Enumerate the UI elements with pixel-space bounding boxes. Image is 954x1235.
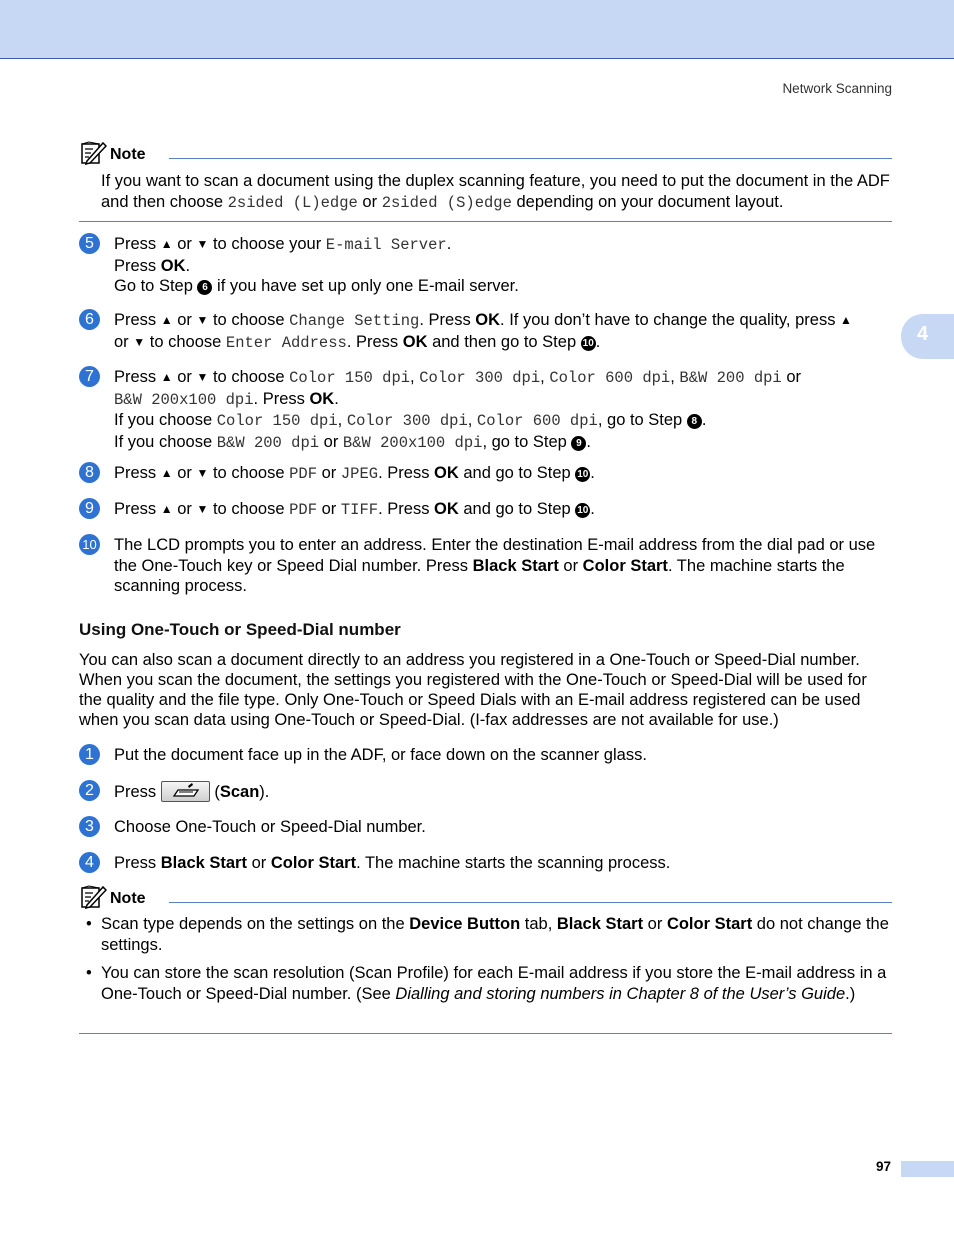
note-bottom-rule [79, 221, 892, 222]
header-bar [0, 0, 954, 59]
step-text: Choose One-Touch or Speed-Dial number. [114, 818, 426, 836]
note-bottom-rule [79, 1033, 892, 1034]
chapter-tab [901, 314, 954, 359]
step-text: Press ▲ or ▼ to choose Color 150 dpi, Color 300 dpi, Color 600 dpi, B&W 200 dpi or B&W 200x100 dpi. Press OK. If you choose Color 150 dpi, Color 300 dpi, Color 600 dpi, go to Step 8 . If you choose B&W 200 dpi or B&W 200x100 dpi, go to Step 9 . [114, 368, 801, 452]
up-arrow-icon: ▲ [160, 502, 173, 516]
step-number: 4 [79, 852, 100, 873]
down-arrow-icon: ▼ [196, 502, 209, 516]
note-title: Note [110, 146, 146, 163]
note-top-rule [169, 158, 892, 159]
step-text: Press ▲ or ▼ to choose PDF or TIFF. Press OK and go to Step 10 . [114, 500, 595, 519]
section-paragraph: You can also scan a document directly to an address you registered in a One-Touch or Speed-Dial number. When you scan the document, the settings you registered with the One-Touch or Speed-Dial will be used for the quality and the file type. Only One-Touch or Speed Dials with an E-mail address registered can be used when you scan data using One-Touch or Speed-Dial. (I-fax addresses are not available for use.) [79, 651, 867, 729]
bullet-dot: • [86, 964, 92, 982]
up-arrow-icon: ▲ [160, 313, 173, 327]
note-title: Note [110, 890, 146, 907]
step-number: 1 [79, 744, 100, 765]
bullet-text: You can store the scan resolution (Scan Profile) for each E-mail address if you store the E-mail address in a One-Touch or Speed-Dial number. (See Dialling and storing numbers in Chapter 8 of the User’s Guide.) [101, 964, 887, 1003]
step-ref-badge: 10 [582, 337, 594, 349]
note-top-rule [169, 902, 892, 903]
step-text: Put the document face up in the ADF, or face down on the scanner glass. [114, 746, 647, 764]
running-header: Network Scanning [782, 81, 892, 96]
note-box [79, 143, 892, 212]
up-arrow-icon: ▲ [840, 313, 852, 327]
step-number: 10 [79, 534, 100, 555]
scan-key-icon [161, 781, 210, 802]
down-arrow-icon: ▼ [196, 466, 209, 480]
step-ref-badge: 9 [571, 436, 586, 451]
step-number: 3 [79, 816, 100, 837]
step-text: Press ▲ or ▼ to choose your E-mail Server. Press OK. Go to Step 6 if you have set up only one E-mail server. [114, 235, 519, 295]
step-number: 6 [79, 309, 100, 330]
down-arrow-icon: ▼ [133, 334, 146, 349]
step-ref-badge: 6 [197, 280, 212, 295]
up-arrow-icon: ▲ [160, 370, 173, 384]
step-ref-badge: 10 [577, 505, 589, 516]
cross-reference-link[interactable]: Dialling and storing numbers in Chapter 8 of the User’s Guide [395, 984, 846, 1003]
step-number: 2 [79, 780, 100, 801]
step-number: 7 [79, 366, 100, 387]
down-arrow-icon: ▼ [196, 237, 209, 251]
footer-bar [901, 1161, 954, 1177]
step-text: The LCD prompts you to enter an address. Enter the destination E-mail address from the dial pad or use the One-Touch key or Speed Dial number. Press Black Start or Color Start. The machine starts the scanning process. [114, 536, 876, 595]
section-heading: Using One-Touch or Speed-Dial number [79, 620, 401, 639]
bullet-dot: • [86, 915, 92, 933]
bullet-text: Scan type depends on the settings on the Device Button tab, Black Start or Color Start do not change the settings. [101, 915, 889, 954]
page-number: 97 [876, 1159, 892, 1174]
note-box [79, 887, 892, 909]
note-pencil-icon [79, 885, 107, 909]
down-arrow-icon: ▼ [196, 370, 209, 384]
step-number: 8 [79, 462, 100, 483]
step-number: 9 [79, 498, 100, 519]
step-text: Press (Scan). [114, 783, 270, 801]
up-arrow-icon: ▲ [160, 237, 173, 251]
down-arrow-icon: ▼ [196, 313, 209, 327]
step-ref-badge: 10 [577, 469, 589, 480]
step-text: Press Black Start or Color Start. The machine starts the scanning process. [114, 854, 671, 872]
step-text: Press ▲ or ▼ to choose PDF or JPEG. Press OK and go to Step 10 . [114, 464, 595, 483]
up-arrow-icon: ▲ [160, 466, 173, 480]
note-text: If you want to scan a document using the duplex scanning feature, you need to put the document in the ADF and then choose 2sided (L)edge or 2sided (S)edge depending on your document layout. [101, 172, 890, 212]
step-ref-badge: 8 [687, 414, 702, 429]
step-number: 5 [79, 233, 100, 254]
note-pencil-icon [79, 141, 107, 165]
chapter-number: 4 [917, 323, 929, 345]
step-text: Press ▲ or ▼ to choose Change Setting. Press OK. If you don’t have to change the quality, press ▲ or ▼ to choose Enter Address. Press OK and then go to Step 10 . [114, 311, 852, 352]
